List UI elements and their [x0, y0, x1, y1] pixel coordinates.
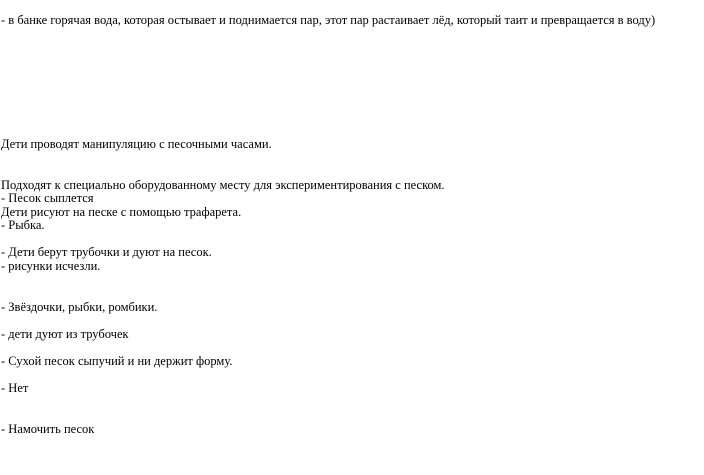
text-line-no: - Нет [1, 381, 29, 395]
text-line-dry-sand: - Сухой песок сыпучий и ни держит форму. [1, 354, 233, 368]
text-line-fish: - Рыбка. [1, 218, 45, 232]
text-line-stencil: Дети рисуют на песке с помощью трафарета. [1, 205, 242, 219]
text-line-straws: - Дети берут трубочки и дуют на песок. [1, 245, 212, 259]
text-line-sand-pours: - Песок сыплется [1, 191, 94, 205]
text-line-drawings-gone: - рисунки исчезли. [1, 259, 101, 273]
text-line-shapes: - Звёздочки, рыбки, ромбики. [1, 300, 158, 314]
text-line-hourglass: Дети проводят манипуляцию с песочными часами. [1, 137, 272, 151]
text-line-hot-water: - в банке горячая вода, которая остывает и поднимается пар, этот пар растаивает лёд, который таит и превращается в воду) [1, 13, 656, 27]
text-line-wet-sand: - Намочить песок [1, 422, 95, 436]
text-line-experiment-place: Подходят к специально оборудованному месту для экспериментирования с песком. [1, 178, 445, 192]
text-line-blowing: - дети дуют из трубочек [1, 327, 129, 341]
